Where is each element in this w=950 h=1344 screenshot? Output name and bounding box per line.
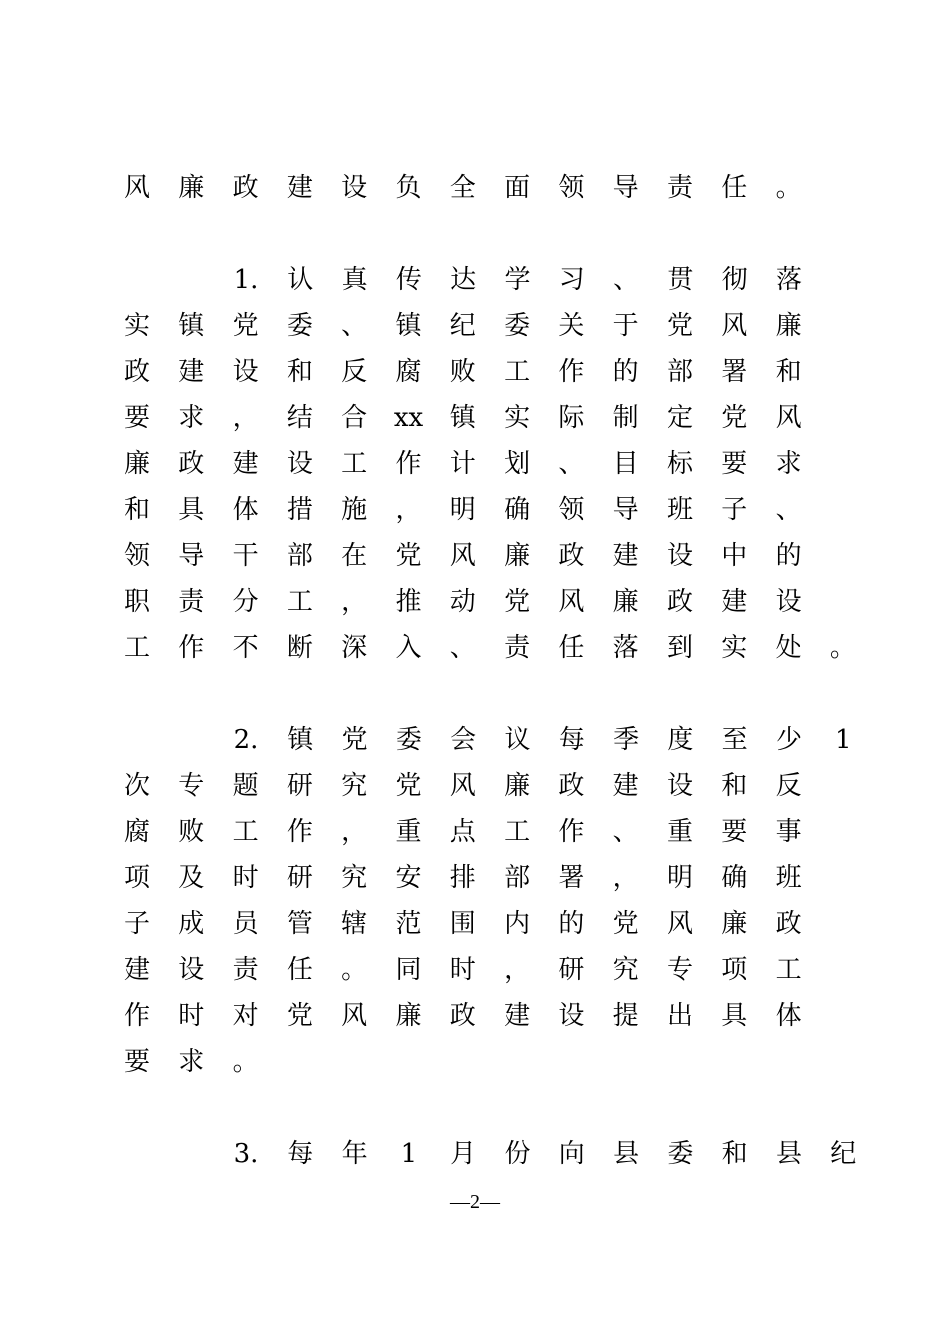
text-char: 中 xyxy=(721,541,748,571)
text-char: 落 xyxy=(775,265,802,295)
text-char: 廉 xyxy=(721,909,748,939)
text-char: 责 xyxy=(666,173,693,203)
text-char: 作 xyxy=(123,1001,150,1031)
text-char: 作 xyxy=(558,357,585,387)
text-char: 要 xyxy=(721,449,748,479)
text-char: 设 xyxy=(178,955,205,985)
text-char: 县 xyxy=(775,1139,802,1169)
text-char: 排 xyxy=(449,863,476,893)
text-char: 目 xyxy=(612,449,639,479)
text-line xyxy=(0,950,950,996)
text-char: ， xyxy=(341,817,368,847)
text-char: 子 xyxy=(721,495,748,525)
text-char: 结 xyxy=(286,403,313,433)
page-number: —2— xyxy=(450,1191,500,1213)
text-char: ， xyxy=(232,403,259,433)
text-char: 全 xyxy=(449,173,476,203)
text-char: 认 xyxy=(287,265,314,295)
text-char: 设 xyxy=(775,587,802,617)
text-char: 干 xyxy=(232,541,259,571)
text-char: 具 xyxy=(721,1001,748,1031)
text-char: 风 xyxy=(341,1001,368,1031)
text-char: 具 xyxy=(178,495,205,525)
text-char: 。 xyxy=(775,173,802,203)
text-char: 年 xyxy=(341,1139,368,1169)
text-char: 点 xyxy=(449,817,476,847)
text-line xyxy=(0,398,950,444)
text-char: 设 xyxy=(558,1001,585,1031)
text-char: 廉 xyxy=(504,541,531,571)
text-char: 设 xyxy=(666,771,693,801)
text-char: 党 xyxy=(504,587,531,617)
text-char: 份 xyxy=(504,1139,531,1169)
text-char: 部 xyxy=(286,541,313,571)
text-char: 不 xyxy=(232,633,259,663)
text-char: 工 xyxy=(504,357,531,387)
text-char: 政 xyxy=(775,909,802,939)
text-char: 重 xyxy=(666,817,693,847)
text-char: 工 xyxy=(286,587,313,617)
text-char: 建 xyxy=(123,955,150,985)
text-char: 时 xyxy=(178,1001,205,1031)
text-char: 政 xyxy=(123,357,150,387)
text-char: 达 xyxy=(450,265,477,295)
text-char: 。 xyxy=(829,633,856,663)
text-char: 时 xyxy=(449,955,476,985)
text-char: 在 xyxy=(341,541,368,571)
text-line xyxy=(0,1042,950,1088)
text-char: 施 xyxy=(341,495,368,525)
text-char: 党 xyxy=(395,771,422,801)
text-char: 职 xyxy=(123,587,150,617)
text-char: 彻 xyxy=(721,265,748,295)
text-char: 确 xyxy=(504,495,531,525)
text-char: 标 xyxy=(666,449,693,479)
text-char: 项 xyxy=(123,863,150,893)
text-char: 研 xyxy=(558,955,585,985)
text-char: 党 xyxy=(395,541,422,571)
text-char: 和 xyxy=(721,1139,748,1169)
text-char: 反 xyxy=(341,357,368,387)
text-char: 政 xyxy=(178,449,205,479)
text-char: 每 xyxy=(558,725,585,755)
text-char: 措 xyxy=(286,495,313,525)
text-char: 任 xyxy=(721,173,748,203)
text-line xyxy=(0,582,950,628)
text-char: 明 xyxy=(666,863,693,893)
text-char: 责 xyxy=(178,587,205,617)
text-char: 败 xyxy=(449,357,476,387)
text-char: 风 xyxy=(123,173,150,203)
text-char: 重 xyxy=(395,817,422,847)
text-char: xx xyxy=(393,403,424,433)
text-line xyxy=(0,444,950,490)
text-char: 要 xyxy=(123,1047,150,1077)
text-char: 研 xyxy=(286,771,313,801)
text-char: 提 xyxy=(612,1001,639,1031)
text-char: 、 xyxy=(613,265,640,295)
text-char: 要 xyxy=(123,403,150,433)
text-char: 腐 xyxy=(123,817,150,847)
text-char: 。 xyxy=(341,955,368,985)
text-char: 实 xyxy=(123,311,150,341)
text-char: 研 xyxy=(286,863,313,893)
text-line xyxy=(0,996,950,1042)
text-char: 廉 xyxy=(123,449,150,479)
text-char: 作 xyxy=(178,633,205,663)
text-char: 署 xyxy=(721,357,748,387)
text-char: 党 xyxy=(286,1001,313,1031)
text-char: 建 xyxy=(286,173,313,203)
text-char: 学 xyxy=(504,265,531,295)
text-char: 究 xyxy=(341,771,368,801)
text-char: 体 xyxy=(232,495,259,525)
text-char: 和 xyxy=(286,357,313,387)
text-char: 风 xyxy=(775,403,802,433)
text-char: 实 xyxy=(504,403,531,433)
text-char: 项 xyxy=(721,955,748,985)
text-char: 部 xyxy=(504,863,531,893)
text-char: 时 xyxy=(232,863,259,893)
text-line xyxy=(0,168,950,214)
text-char: 体 xyxy=(775,1001,802,1031)
text-char: 政 xyxy=(449,1001,476,1031)
text-char: ， xyxy=(395,495,422,525)
text-char: 习 xyxy=(558,265,585,295)
text-char: 党 xyxy=(232,311,259,341)
text-char: 风 xyxy=(721,311,748,341)
text-char: 风 xyxy=(558,587,585,617)
text-char: 少 xyxy=(775,725,802,755)
text-char: 腐 xyxy=(395,357,422,387)
text-char: 任 xyxy=(558,633,585,663)
text-char: 委 xyxy=(395,725,422,755)
text-char: 内 xyxy=(504,909,531,939)
text-char: 风 xyxy=(666,909,693,939)
text-char: 专 xyxy=(178,771,205,801)
text-char: 议 xyxy=(504,725,531,755)
text-char: 事 xyxy=(775,817,802,847)
text-char: 建 xyxy=(721,587,748,617)
text-char: 廉 xyxy=(178,173,205,203)
text-char: ， xyxy=(341,587,368,617)
text-char: 求 xyxy=(178,1047,205,1077)
text-char: 传 xyxy=(395,265,422,295)
text-char: 安 xyxy=(395,863,422,893)
text-char: 工 xyxy=(341,449,368,479)
text-char: 落 xyxy=(612,633,639,663)
text-char: 及 xyxy=(178,863,205,893)
text-char: 的 xyxy=(612,357,639,387)
text-char: 分 xyxy=(232,587,259,617)
text-line xyxy=(0,352,950,398)
text-line xyxy=(0,766,950,812)
text-char: 风 xyxy=(449,541,476,571)
text-char: 纪 xyxy=(830,1139,857,1169)
text-line xyxy=(0,904,950,950)
text-char: 对 xyxy=(232,1001,259,1031)
text-char: 廉 xyxy=(504,771,531,801)
text-char: 设 xyxy=(232,357,259,387)
text-char: 委 xyxy=(667,1139,694,1169)
text-char: 责 xyxy=(232,955,259,985)
text-char: 党 xyxy=(341,725,368,755)
text-char: 党 xyxy=(612,909,639,939)
text-char: 工 xyxy=(123,633,150,663)
text-char: 纪 xyxy=(449,311,476,341)
text-char: 作 xyxy=(286,817,313,847)
text-char: 任 xyxy=(286,955,313,985)
text-char: 党 xyxy=(721,403,748,433)
text-char: 题 xyxy=(232,771,259,801)
text-char: 次 xyxy=(123,771,150,801)
text-char: 动 xyxy=(449,587,476,617)
text-char: 导 xyxy=(178,541,205,571)
text-char: 党 xyxy=(666,311,693,341)
text-char: 到 xyxy=(666,633,693,663)
text-char: 工 xyxy=(232,817,259,847)
text-char: 员 xyxy=(232,909,259,939)
text-char: 求 xyxy=(178,403,205,433)
text-line xyxy=(0,628,950,674)
text-char: 围 xyxy=(449,909,476,939)
text-char: 成 xyxy=(178,909,205,939)
text-char: 究 xyxy=(341,863,368,893)
text-char: 度 xyxy=(667,725,694,755)
text-line xyxy=(0,858,950,904)
text-char: 究 xyxy=(612,955,639,985)
text-char: 设 xyxy=(286,449,313,479)
text-char: 关 xyxy=(558,311,585,341)
text-char: 会 xyxy=(450,725,477,755)
text-char: 子 xyxy=(123,909,150,939)
text-char: 政 xyxy=(558,541,585,571)
text-char: 建 xyxy=(612,541,639,571)
text-char: 于 xyxy=(612,311,639,341)
text-char: 作 xyxy=(395,449,422,479)
text-char: 导 xyxy=(612,495,639,525)
text-char: 、 xyxy=(341,311,368,341)
text-char: 领 xyxy=(558,495,585,525)
text-char: 和 xyxy=(775,357,802,387)
text-line xyxy=(0,306,950,352)
text-char: 划 xyxy=(504,449,531,479)
text-char: 镇 xyxy=(395,311,422,341)
text-char: 面 xyxy=(504,173,531,203)
text-char: 3. xyxy=(233,1139,259,1169)
text-char: 合 xyxy=(341,403,368,433)
text-char: 委 xyxy=(286,311,313,341)
text-char: 、 xyxy=(612,817,639,847)
text-char: 建 xyxy=(178,357,205,387)
text-char: 计 xyxy=(449,449,476,479)
text-char: 导 xyxy=(612,173,639,203)
text-char: 深 xyxy=(341,633,368,663)
text-char: 2. xyxy=(233,725,259,755)
text-line xyxy=(0,536,950,582)
text-char: 反 xyxy=(775,771,802,801)
text-char: 设 xyxy=(341,173,368,203)
text-char: 领 xyxy=(558,173,585,203)
text-char: 廉 xyxy=(612,587,639,617)
text-char: 镇 xyxy=(178,311,205,341)
text-char: 确 xyxy=(721,863,748,893)
text-char: 推 xyxy=(395,587,422,617)
text-char: 求 xyxy=(775,449,802,479)
text-line xyxy=(0,260,950,306)
text-char: 制 xyxy=(612,403,639,433)
text-char: 明 xyxy=(449,495,476,525)
text-char: 向 xyxy=(558,1139,585,1169)
text-char: 1 xyxy=(400,1139,418,1169)
text-char: 的 xyxy=(558,909,585,939)
text-char: 断 xyxy=(286,633,313,663)
text-char: 建 xyxy=(232,449,259,479)
text-char: 每 xyxy=(287,1139,314,1169)
text-char: 败 xyxy=(178,817,205,847)
text-char: 季 xyxy=(613,725,640,755)
text-char: 设 xyxy=(666,541,693,571)
text-char: 管 xyxy=(286,909,313,939)
text-line xyxy=(0,490,950,536)
text-char: 工 xyxy=(775,955,802,985)
text-char: 责 xyxy=(504,633,531,663)
text-char: 领 xyxy=(123,541,150,571)
text-char: 1 xyxy=(835,725,852,755)
text-char: 政 xyxy=(666,587,693,617)
text-char: 风 xyxy=(449,771,476,801)
text-char: 月 xyxy=(450,1139,477,1169)
text-char: 镇 xyxy=(449,403,476,433)
text-char: 1. xyxy=(233,265,259,295)
text-char: 定 xyxy=(666,403,693,433)
text-char: 贯 xyxy=(667,265,694,295)
text-char: 委 xyxy=(504,311,531,341)
text-char: 班 xyxy=(775,863,802,893)
text-char: 建 xyxy=(504,1001,531,1031)
text-char: 出 xyxy=(666,1001,693,1031)
text-char: 范 xyxy=(395,909,422,939)
text-char: 廉 xyxy=(775,311,802,341)
text-char: 专 xyxy=(666,955,693,985)
text-char: 负 xyxy=(395,173,422,203)
text-char: 入 xyxy=(395,633,422,663)
text-char: ， xyxy=(612,863,639,893)
text-char: 和 xyxy=(721,771,748,801)
text-char: 的 xyxy=(775,541,802,571)
text-char: 至 xyxy=(721,725,748,755)
text-char: 工 xyxy=(504,817,531,847)
text-line xyxy=(0,812,950,858)
text-char: 。 xyxy=(232,1047,259,1077)
text-char: 和 xyxy=(123,495,150,525)
text-char: 署 xyxy=(558,863,585,893)
text-line xyxy=(0,1134,950,1180)
text-char: 镇 xyxy=(287,725,314,755)
text-char: 、 xyxy=(775,495,802,525)
text-char: 部 xyxy=(666,357,693,387)
text-char: 际 xyxy=(558,403,585,433)
text-char: 建 xyxy=(612,771,639,801)
text-char: 廉 xyxy=(395,1001,422,1031)
text-char: 作 xyxy=(558,817,585,847)
text-char: 政 xyxy=(558,771,585,801)
text-char: 政 xyxy=(232,173,259,203)
text-char: 处 xyxy=(775,633,802,663)
text-char: 班 xyxy=(666,495,693,525)
text-char: 辖 xyxy=(341,909,368,939)
text-char: 同 xyxy=(395,955,422,985)
text-char: 要 xyxy=(721,817,748,847)
text-char: 真 xyxy=(341,265,368,295)
text-char: 实 xyxy=(721,633,748,663)
text-char: 县 xyxy=(613,1139,640,1169)
text-char: ， xyxy=(504,955,531,985)
text-char: 、 xyxy=(558,449,585,479)
text-char: 、 xyxy=(449,633,476,663)
text-line xyxy=(0,720,950,766)
